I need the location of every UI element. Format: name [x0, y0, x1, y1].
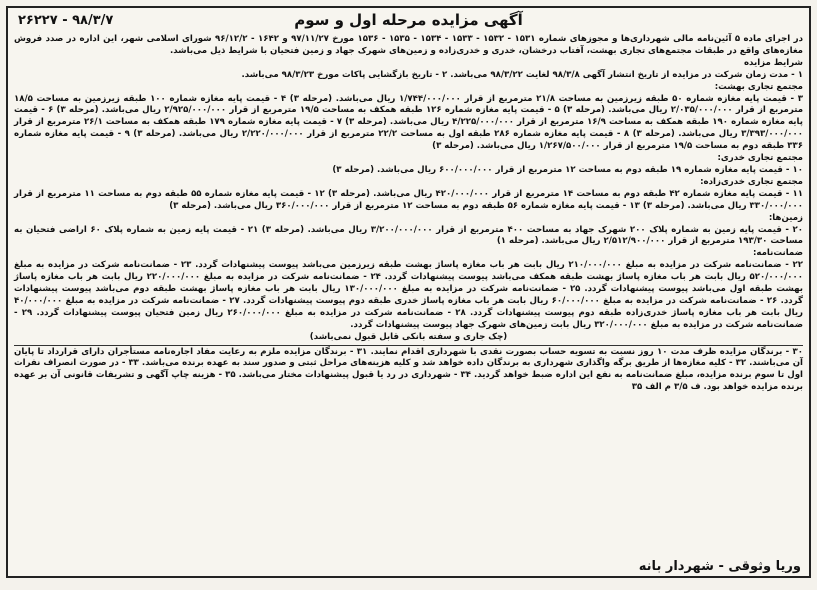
notice-header	[8, 8, 809, 34]
guarantee-text: ۲۲ - ضمانت‌نامه شرکت در مزایده به مبلغ ۲۱۰/۰۰۰/۰۰۰ ریال بابت هر باب مغازه پاساژ بهشت طبقه زیرزمین می‌باشد پیوست پیشنهادات گردد. ۲۳ - ضمانت‌نامه شرکت در مزایده به مبلغ ۵۲۰/۰۰۰/۰۰۰ ریال بابت هر باب مغازه پاساژ بهشت طبقه همکف می‌باشد پیوست پیشنهادات گردد. ۲۴ - ضمانت‌نامه شرکت در مزایده به مبلغ ۲۲۰/۰۰۰/۰۰۰ ریال بابت هر باب مغازه پاساژ بهشت طبقه اول می‌باشد پیوست پیشنهادات گردد. ۲۵ - ضمانت‌نامه شرکت در مزایده به مبلغ ۱۳۰/۰۰۰/۰۰۰ ریال بابت هر باب مغازه پاساژ بهشت طبقه دوم می‌باشد پیوست پیشنهادات گردد. ۲۶ - ضمانت‌نامه شرکت در مزایده به مبلغ ۶۰/۰۰۰/۰۰۰ ریال بابت هر باب مغازه پاساژ خدری طبقه دوم پیوست پیشنهادات گردد. ۲۷ - ضمانت‌نامه شرکت در مزایده به مبلغ ۴۰/۰۰۰/۰۰۰ ریال بابت هر باب مغازه پاساژ خدری‌زاده طبقه دوم پیوست پیشنهادات گردد. ۲۸ - ضمانت‌نامه شرکت در مزایده به مبلغ ۲۶۰/۰۰۰/۰۰۰ ریال زمین فتحیان پیوست پیشنهادات گردد. ۲۹ - ضمانت‌نامه شرکت در مزایده به مبلغ ۳۲۰/۰۰۰/۰۰۰ ریال بابت زمین‌های شهرک جهاد پیوست پیشنهادات گردد.	[14, 260, 803, 330]
guarantee-note: (چک جاری و سفته بانکی قابل قبول نمی‌باشد)	[309, 331, 508, 342]
notice-body	[8, 34, 809, 394]
conditions-text: ۱ - مدت زمان شرکت در مزایده از تاریخ انتشار آگهی ۹۸/۳/۸ لغایت ۹۸/۳/۲۲ می‌باشد. ۲ - تاریخ بازگشایی پاکات مورخ ۹۸/۳/۲۳ می‌باشد.	[241, 69, 803, 80]
intro-paragraph: در اجرای ماده ۵ آئین‌نامه مالی شهرداری‌ها و مجوزهای شماره ۱۵۳۱ - ۱۵۳۲ - ۱۵۳۳ - ۱۵۳۴ - ۱۵۳۵ - ۱۵۳۶ مورخ ۹۷/۱۱/۲۷ و ۱۶۴۲ - ۹۶/۱۲/۲ شورای اسلامی شهر، این اداره در صدد فروش مغازه‌های واقع در طبقات مجتمع‌های تجاری بهشت، آفتاب درخشان، خدری و خدری‌زاده و زمین‌های شهرک جهاد و زمین فتحیان با شرایط ذیل می‌باشد.	[14, 34, 803, 56]
behesht-text: ۳ - قیمت پایه مغازه شماره ۵۰ طبقه زیرزمین به مساحت ۲۱/۸ مترمربع از قرار ۱/۷۴۴/۰۰۰/۰۰۰ ریال می‌باشد. (مرحله ۳) ۴ - قیمت پایه مغازه شماره ۱۰۰ طبقه زیرزمین به مساحت ۱۸/۵ مترمربع از قرار ۲/۰۳۵/۰۰۰/۰۰۰ ریال می‌باشد. (مرحله ۳) ۵ - قیمت پایه مغازه شماره ۱۲۶ طبقه همکف به مساحت ۱۹/۵ مترمربع از قرار ۲/۹۲۵/۰۰۰/۰۰۰ ریال می‌باشد. (مرحله ۳) ۶ - قیمت پایه مغازه شماره ۱۹۰ طبقه همکف به مساحت ۱۶/۹ مترمربع از قرار ۴/۲۲۵/۰۰۰/۰۰۰ ریال می‌باشد. (مرحله ۳) ۷ - قیمت پایه مغازه شماره ۱۷۹ طبقه همکف به مساحت ۲۶/۱ مترمربع از قرار ۳/۳۹۳/۰۰۰/۰۰۰ ریال می‌باشد. (مرحله ۳) ۸ - قیمت پایه مغازه شماره ۲۸۶ طبقه اول به مساحت ۲۲/۲ مترمربع از قرار ۲/۲۲۰/۰۰۰/۰۰۰ ریال می‌باشد. (مرحله ۳) ۹ - قیمت پایه مغازه شماره ۳۳۶ طبقه دوم به مساحت ۱۹/۵ مترمربع از قرار ۱/۲۶۷/۵۰۰/۰۰۰ ریال می‌باشد. (مرحله ۳)	[14, 93, 804, 152]
khedrizadeh-text: ۱۱ - قیمت پایه مغازه شماره ۴۲ طبقه دوم به مساحت ۱۴ مترمربع از قرار ۴۲۰/۰۰۰/۰۰۰ ریال می‌باشد. (مرحله ۳) ۱۲ - قیمت پایه مغازه شماره ۵۵ طبقه دوم به مساحت ۱۱ مترمربع از قرار ۳۳۰/۰۰۰/۰۰۰ ریال می‌باشد. (مرحله ۳) ۱۳ - قیمت پایه مغازه شماره ۵۶ طبقه دوم به مساحت ۱۲ مترمربع از قرار ۳۶۰/۰۰۰/۰۰۰ ریال می‌باشد. (مرحله ۳)	[14, 188, 803, 211]
notice-title: آگهی مزایده مرحله اول و سوم	[294, 11, 523, 29]
behesht-heading: مجتمع تجاری بهشت:	[714, 81, 803, 92]
lands-text: ۲۰ - قیمت پایه زمین به شماره پلاک ۲۰۰ شهرک جهاد به مساحت ۴۰۰ مترمربع از قرار ۳/۲۰۰/۰۰۰/۰۰۰ ریال می‌باشد. (مرحله ۳) ۲۱ - قیمت پایه زمین به شماره پلاک ۶۰ اراضی فتحیان به مساحت ۱۹۳/۳۰ مترمربع از قرار ۲/۵۱۲/۹۰۰/۰۰۰ ریال می‌باشد. (مرحله ۱)	[14, 224, 804, 247]
khedri-text: ۱۰ - قیمت پایه مغازه شماره ۱۹ طبقه دوم به مساحت ۱۲ مترمربع از قرار ۶۰۰/۰۰۰/۰۰۰ ریال می‌باشد. (مرحله ۳)	[332, 164, 803, 175]
khedrizadeh-heading: مجتمع تجاری خدری‌زاده:	[700, 176, 803, 187]
divider	[14, 345, 803, 346]
notice-reference: ۲۶۲۲۷ - ۹۸/۳/۷	[18, 13, 114, 28]
conditions-heading: شرایط مزایده	[743, 57, 803, 68]
final-terms: ۳۰ - برندگان مزایده ظرف مدت ۱۰ روز نسبت به تسویه حساب بصورت نقدی با شهرداری اقدام نمایند. ۳۱ - برندگان مزایده ملزم به رعایت مفاد اجاره‌نامه مستأجران دارای قرارداد تا پایان آن می‌باشند. ۳۲ - کلیه مغازه‌ها از طریق برگه واگذاری شهرداری به برندگان داده خواهد شد و کلیه هزینه‌های مراحل ثبتی و صدور سند به عهده برنده می‌باشد. ۳۳ - در صورت انصراف نفرات اول تا سوم برنده مزایده، مبلغ ضمانت‌نامه به نفع این اداره ضبط خواهد گردید. ۳۴ - شهرداری در رد یا قبول پیشنهادات مختار می‌باشد. ۳۵ - هزینه چاپ آگهی و تشریفات قانونی آن بر عهده برنده مزایده خواهد بود. ف ۳/۵ م الف ۳۵	[14, 346, 804, 393]
lands-heading: زمین‌ها:	[768, 212, 803, 223]
khedri-heading: مجتمع تجاری خدری:	[717, 153, 803, 164]
guarantee-heading: ضمانت‌نامه:	[752, 248, 803, 259]
signature: وریا وثوقی - شهردار بانه	[638, 559, 801, 574]
auction-notice	[6, 6, 811, 578]
